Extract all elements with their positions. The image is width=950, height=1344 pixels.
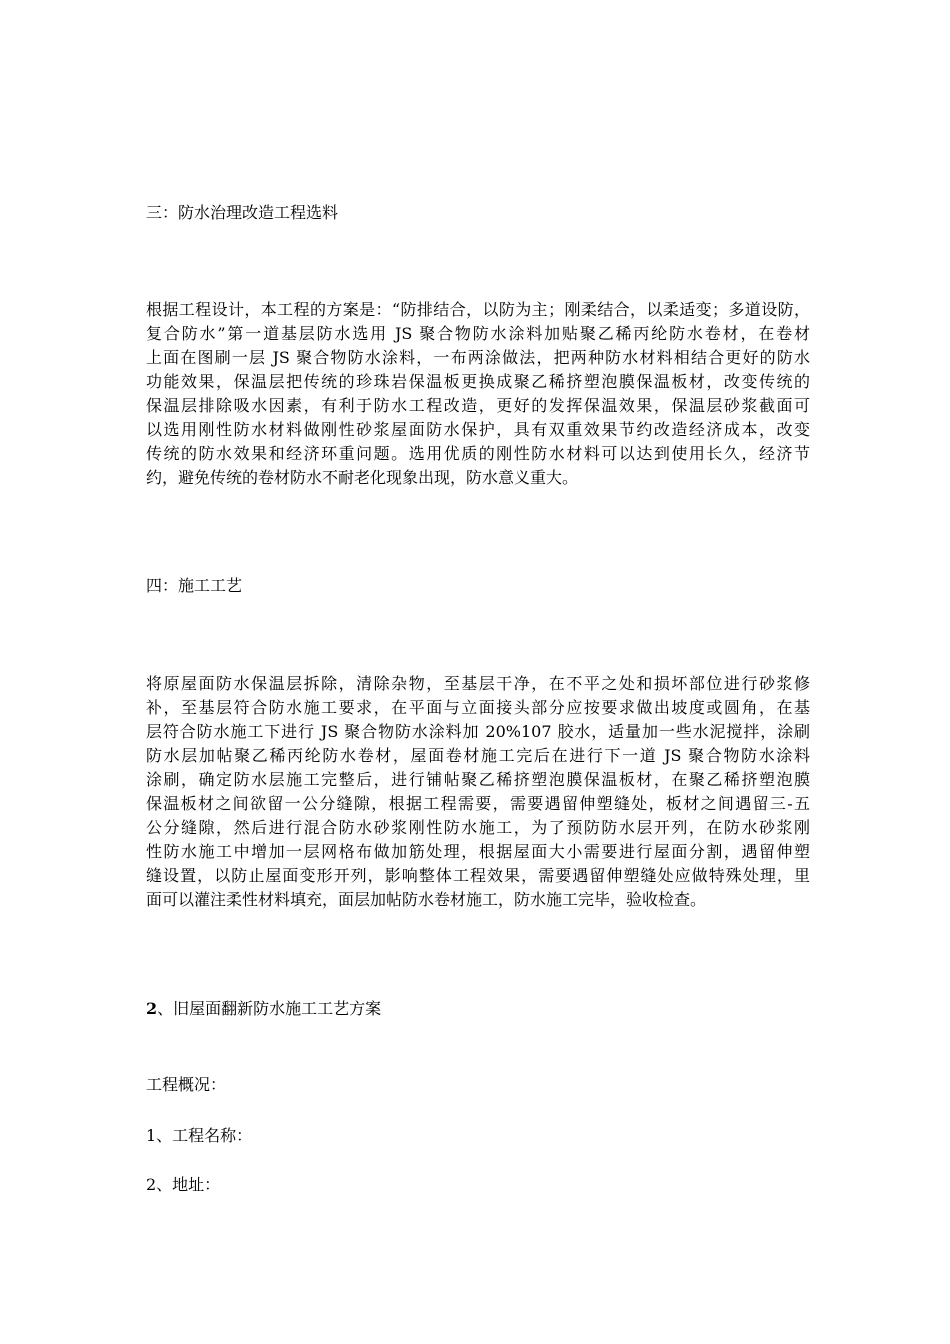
section-2-number: 2 — [146, 999, 158, 1018]
paragraph-line: 将原屋面防水保温层拆除，清除杂物，至基层干净，在不平之处和损坏部位进行砂浆修 — [146, 674, 810, 693]
paragraph-line: 功能效果，保温层把传统的珍珠岩保温板更换成聚乙稀挤塑泡膜保温板材，改变传统的 — [146, 372, 810, 391]
paragraph-line: 以选用刚性防水材料做刚性砂浆屋面防水保护，具有双重效果节约改造经济成本，改变 — [146, 420, 810, 439]
section-4-heading: 四：施工工艺 — [146, 576, 243, 595]
address-label: 2、地址： — [146, 1175, 221, 1194]
project-name-label: 1、工程名称： — [146, 1126, 253, 1145]
paragraph-line: 复合防水”第一道基层防水选用 JS 聚合物防水涂料加贴聚乙稀丙纶防水卷材，在卷材 — [146, 324, 810, 343]
paragraph-line: 补，至基层符合防水施工要求，在平面与立面接头部分应按要求做出坡度或圆角，在基 — [146, 698, 810, 717]
paragraph-line: 性防水施工中增加一层网格布做加筋处理，根据屋面大小需要进行屋面分割，遇留伸塑 — [146, 842, 810, 861]
overview-label: 工程概况： — [146, 1075, 227, 1094]
paragraph-line: 传统的防水效果和经济环重问题。选用优质的刚性防水材料可以达到使用长久，经济节 — [146, 444, 810, 463]
paragraph-line: 面可以灌注柔性材料填充，面层加帖防水卷材施工，防水施工完毕，验收检查。 — [146, 890, 707, 909]
paragraph-line: 约，避免传统的卷材防水不耐老化现象出现，防水意义重大。 — [146, 468, 579, 487]
paragraph-line: 保温层排除吸水因素，有利于防水工程改造，更好的发挥保温效果，保温层砂浆截面可 — [146, 396, 810, 415]
section-4-paragraph — [146, 672, 810, 912]
section-2-heading — [146, 997, 381, 1021]
paragraph-line: 公分缝隙，然后进行混合防水砂浆刚性防水施工，为了预防防水层开列，在防水砂浆刚 — [146, 818, 810, 837]
section-3-paragraph — [146, 298, 810, 490]
paragraph-line: 保温板材之间欲留一公分缝隙，根据工程需要，需要遇留伸塑缝处，板材之间遇留三-五 — [146, 794, 810, 813]
paragraph-line: 层符合防水施工下进行 JS 聚合物防水涂料加 20%107 胶水，适量加一些水泥搅拌，涂刷 — [146, 722, 810, 741]
section-3-heading: 三：防水治理改造工程选料 — [146, 203, 339, 222]
paragraph-line: 涂刷，确定防水层施工完整后，进行铺帖聚乙稀挤塑泡膜保温板材，在聚乙稀挤塑泡膜 — [146, 770, 810, 789]
paragraph-line: 上面在图刷一层 JS 聚合物防水涂料，一布两涂做法，把两种防水材料相结合更好的防水 — [146, 348, 810, 367]
paragraph-line: 缝设置，以防止屋面变形开列，影响整体工程效果，需要遇留伸塑缝处应做特殊处理，里 — [146, 866, 810, 885]
section-2-title: 、旧屋面翻新防水施工工艺方案 — [157, 999, 382, 1018]
paragraph-line: 防水层加帖聚乙稀丙纶防水卷材，屋面卷材施工完后在进行下一道 JS 聚合物防水涂料 — [146, 746, 810, 765]
paragraph-line: 根据工程设计，本工程的方案是：“防排结合，以防为主；刚柔结合，以柔适变；多道设防， — [146, 300, 810, 319]
